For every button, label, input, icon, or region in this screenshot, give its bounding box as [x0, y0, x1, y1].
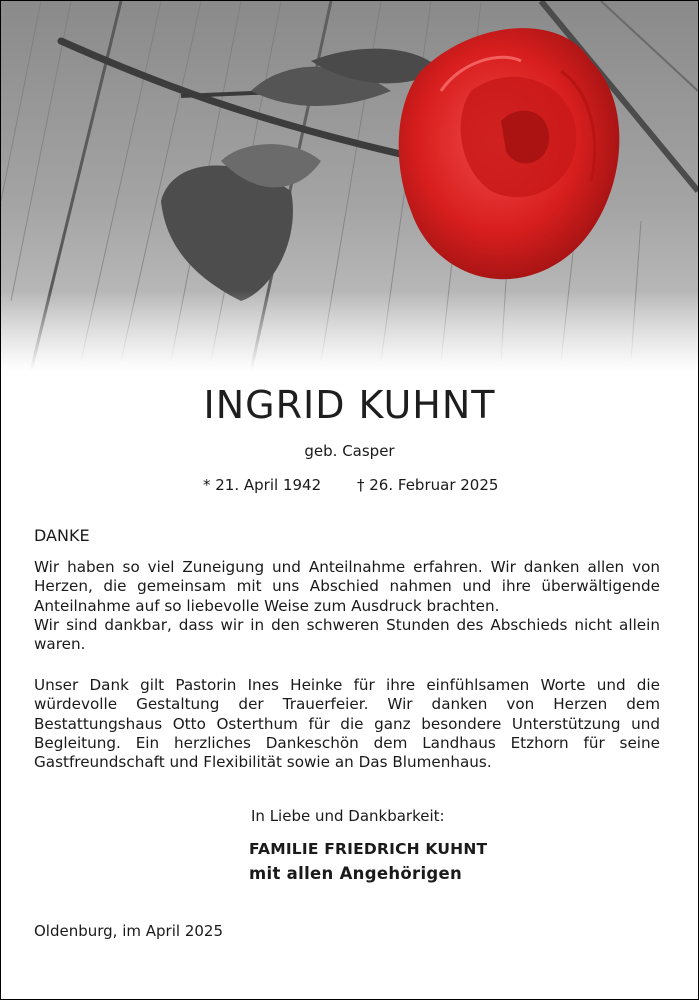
rose-photo	[1, 1, 698, 371]
thanks-paragraph-1	[34, 558, 660, 654]
thanks-paragraph-1b: Wir sind dankbar, dass wir in den schweren Stunden des Abschieds nicht allein waren.	[34, 615, 660, 654]
closing-phrase: In Liebe und Dankbarkeit:	[251, 807, 445, 825]
red-rose-on-wood-icon	[1, 1, 698, 371]
family-signature: FAMILIE FRIEDRICH KUHNT	[249, 840, 488, 858]
maiden-name: geb. Casper	[304, 442, 395, 460]
thanks-paragraph-1a: Wir haben so viel Zuneigung und Anteilnahme erfahren. Wir danken allen von Herzen, die gemeinsam mit uns Abschied nahmen und ihre überwältigende Anteilnahme auf so liebevolle Weise zum Ausdruck brachten.	[34, 558, 660, 615]
deceased-name: INGRID KUHNT	[203, 383, 496, 427]
thanks-heading: DANKE	[34, 526, 90, 545]
birth-date: * 21. April 1942	[203, 476, 322, 494]
thanks-paragraph-2: Unser Dank gilt Pastorin Ines Heinke für ihre einfühlsamen Worte und die würdevolle Gestaltung der Trauerfeier. Wir danken von Herzen dem Bestattungshaus Otto Osterthum für die ganz besondere Unterstützung und Begleitung. Ein herzliches Dankeschön dem Landhaus Etzhorn für seine Gastfreundschaft und Flexibilität sowie an Das Blumenhaus.	[34, 676, 660, 772]
relatives-line: mit allen Angehörigen	[249, 864, 463, 883]
place-date: Oldenburg, im April 2025	[34, 922, 223, 940]
death-date: † 26. Februar 2025	[357, 476, 499, 494]
